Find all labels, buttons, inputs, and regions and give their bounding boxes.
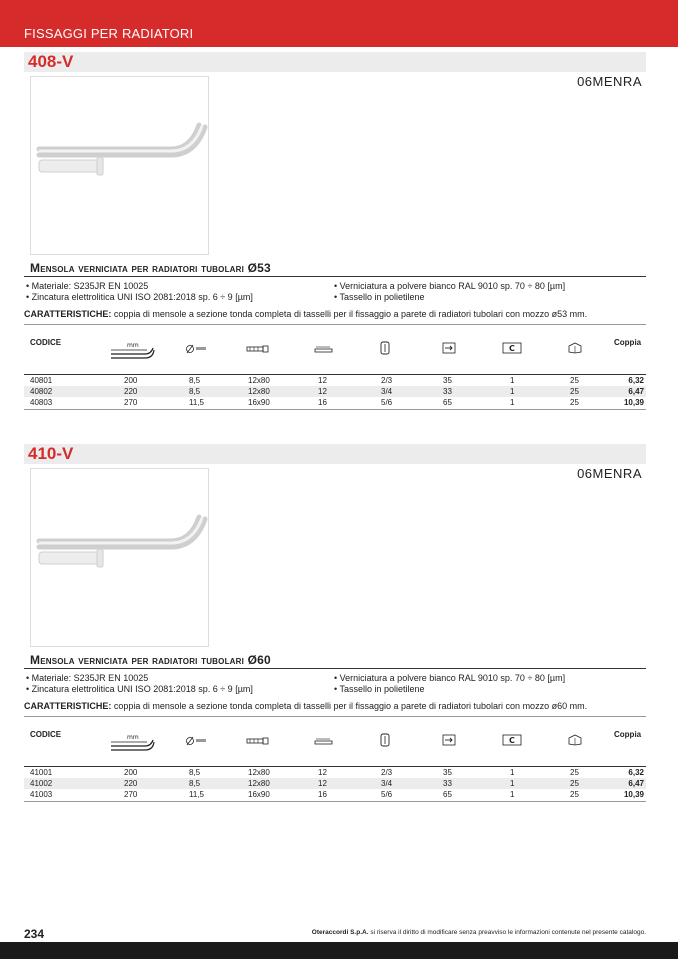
bracket-illustration xyxy=(31,469,208,646)
cell-codice: 41001 xyxy=(30,768,53,777)
cell-drill: 12 xyxy=(318,376,327,385)
svg-text:C: C xyxy=(509,344,515,353)
cell-codice: 41002 xyxy=(30,779,53,788)
table-row xyxy=(24,767,646,778)
cell-elements: 3/4 xyxy=(381,387,393,396)
section-header xyxy=(24,52,646,72)
table-row xyxy=(24,778,646,789)
feature-left-1: • Materiale: S235JR EN 10025 xyxy=(26,281,149,291)
radiator-elements-icon xyxy=(380,341,390,355)
cell-dowel: 12x80 xyxy=(248,376,270,385)
product-title: Mensola verniciata per radiatori tubolari Ø53 xyxy=(30,261,271,275)
cell-codice: 40802 xyxy=(30,387,53,396)
cell-elements: 5/6 xyxy=(381,790,393,799)
column-codice: CODICE xyxy=(30,338,62,347)
feature-right-1: • Verniciatura a polvere bianco RAL 9010 sp. 70 ÷ 80 [µm] xyxy=(334,281,566,291)
package-icon xyxy=(502,734,522,746)
footer-bar xyxy=(0,942,678,959)
page-category-title: FISSAGGI PER RADIATORI xyxy=(24,26,194,41)
cell-length: 270 xyxy=(124,398,138,407)
column-coppia: Coppia xyxy=(614,730,642,739)
cell-load: 33 xyxy=(443,779,452,788)
cell-price: 6,32 xyxy=(628,376,644,385)
characteristics-label: CARATTERISTICHE: xyxy=(24,309,112,319)
feature-left-2: • Zincatura elettrolitica UNI ISO 2081:2018 sp. 6 ÷ 9 [µm] xyxy=(26,684,253,694)
drill-icon xyxy=(314,736,334,746)
bracket-illustration xyxy=(31,77,208,254)
product-section-408v xyxy=(24,52,646,407)
catalog-code: 06MENRA xyxy=(577,74,642,89)
table-header xyxy=(24,338,646,368)
cell-box: 25 xyxy=(570,398,579,407)
length-unit: mm xyxy=(127,734,139,741)
cell-length: 270 xyxy=(124,790,138,799)
svg-text:C: C xyxy=(509,736,515,745)
footer-note-text: si riserva il diritto di modificare senza preavviso le informazioni contenute nel presente catalogo. xyxy=(368,929,646,936)
cell-load: 65 xyxy=(443,398,452,407)
feature-left-1: • Materiale: S235JR EN 10025 xyxy=(26,673,149,683)
length-icon xyxy=(109,340,155,362)
cell-dowel: 12x80 xyxy=(248,768,270,777)
cell-elements: 2/3 xyxy=(381,376,393,385)
cell-length: 220 xyxy=(124,387,138,396)
title-divider xyxy=(24,668,646,669)
cell-length: 200 xyxy=(124,768,138,777)
product-code: 408-V xyxy=(28,52,74,71)
length-unit: mm xyxy=(127,342,139,349)
load-icon xyxy=(442,342,456,354)
cell-drill: 16 xyxy=(318,398,327,407)
cell-elements: 5/6 xyxy=(381,398,393,407)
cell-codice: 40803 xyxy=(30,398,53,407)
characteristics-text: coppia di mensole a sezione tonda completa di tasselli per il fissaggio a parete di radiatori tubolari con mozzo ø60 mm. xyxy=(111,701,588,711)
column-codice: CODICE xyxy=(30,730,62,739)
section-header xyxy=(24,444,646,464)
cell-package: 1 xyxy=(510,790,515,799)
product-code: 410-V xyxy=(28,444,74,463)
characteristics-divider xyxy=(24,716,646,717)
cell-price: 6,47 xyxy=(628,779,644,788)
feature-right-2: • Tassello in polietilene xyxy=(334,292,425,302)
cell-elements: 3/4 xyxy=(381,779,393,788)
table-row xyxy=(24,386,646,397)
cell-package: 1 xyxy=(510,768,515,777)
footer-company: Oteraccordi S.p.A. xyxy=(311,929,369,936)
product-image xyxy=(30,468,209,647)
cell-drill: 16 xyxy=(318,790,327,799)
cell-load: 35 xyxy=(443,376,452,385)
cell-box: 25 xyxy=(570,790,579,799)
characteristics xyxy=(24,309,646,319)
cell-package: 1 xyxy=(510,376,515,385)
box-icon xyxy=(567,342,583,354)
cell-price: 10,39 xyxy=(623,398,644,407)
cell-elements: 2/3 xyxy=(381,768,393,777)
cell-codice: 40801 xyxy=(30,376,53,385)
dowel-icon xyxy=(246,345,270,353)
product-image xyxy=(30,76,209,255)
cell-box: 25 xyxy=(570,376,579,385)
table-row xyxy=(24,789,646,800)
cell-drill: 12 xyxy=(318,779,327,788)
cell-price: 10,39 xyxy=(623,790,644,799)
cell-diameter: 8,5 xyxy=(189,387,201,396)
footer-disclaimer xyxy=(312,929,646,936)
dowel-icon xyxy=(246,737,270,745)
header-bar xyxy=(0,0,678,47)
cell-price: 6,32 xyxy=(628,768,644,777)
cell-package: 1 xyxy=(510,779,515,788)
length-icon xyxy=(109,732,155,754)
characteristics xyxy=(24,701,646,711)
feature-left-2: • Zincatura elettrolitica UNI ISO 2081:2018 sp. 6 ÷ 9 [µm] xyxy=(26,292,253,302)
cell-box: 25 xyxy=(570,779,579,788)
cell-diameter: 8,5 xyxy=(189,779,201,788)
package-icon xyxy=(502,342,522,354)
characteristics-divider xyxy=(24,324,646,325)
cell-diameter: 8,5 xyxy=(189,768,201,777)
table-row xyxy=(24,375,646,386)
radiator-elements-icon xyxy=(380,733,390,747)
cell-box: 25 xyxy=(570,387,579,396)
cell-price: 6,47 xyxy=(628,387,644,396)
cell-load: 35 xyxy=(443,768,452,777)
cell-package: 1 xyxy=(510,398,515,407)
cell-load: 65 xyxy=(443,790,452,799)
cell-drill: 12 xyxy=(318,768,327,777)
title-divider xyxy=(24,276,646,277)
table-end-divider xyxy=(24,801,646,802)
cell-diameter: 11,5 xyxy=(189,398,204,407)
cell-box: 25 xyxy=(570,768,579,777)
cell-diameter: 8,5 xyxy=(189,376,201,385)
cell-dowel: 12x80 xyxy=(248,779,270,788)
table-row xyxy=(24,397,646,408)
drill-icon xyxy=(314,344,334,354)
catalog-code: 06MENRA xyxy=(577,466,642,481)
page-number: 234 xyxy=(24,927,45,941)
diameter-icon xyxy=(186,736,208,746)
product-title: Mensola verniciata per radiatori tubolari Ø60 xyxy=(30,653,271,667)
cell-drill: 12 xyxy=(318,387,327,396)
cell-dowel: 16x90 xyxy=(248,398,270,407)
cell-package: 1 xyxy=(510,387,515,396)
feature-right-2: • Tassello in polietilene xyxy=(334,684,425,694)
box-icon xyxy=(567,734,583,746)
table-header xyxy=(24,730,646,760)
cell-diameter: 11,5 xyxy=(189,790,204,799)
characteristics-text: coppia di mensole a sezione tonda completa di tasselli per il fissaggio a parete di radiatori tubolari con mozzo ø53 mm. xyxy=(111,309,588,319)
product-section-410v xyxy=(24,444,646,799)
cell-load: 33 xyxy=(443,387,452,396)
characteristics-label: CARATTERISTICHE: xyxy=(24,701,112,711)
diameter-icon xyxy=(186,344,208,354)
cell-dowel: 16x90 xyxy=(248,790,270,799)
feature-right-1: • Verniciatura a polvere bianco RAL 9010 sp. 70 ÷ 80 [µm] xyxy=(334,673,566,683)
cell-length: 220 xyxy=(124,779,138,788)
cell-length: 200 xyxy=(124,376,138,385)
cell-dowel: 12x80 xyxy=(248,387,270,396)
column-coppia: Coppia xyxy=(614,338,642,347)
cell-codice: 41003 xyxy=(30,790,53,799)
table-end-divider xyxy=(24,409,646,410)
load-icon xyxy=(442,734,456,746)
